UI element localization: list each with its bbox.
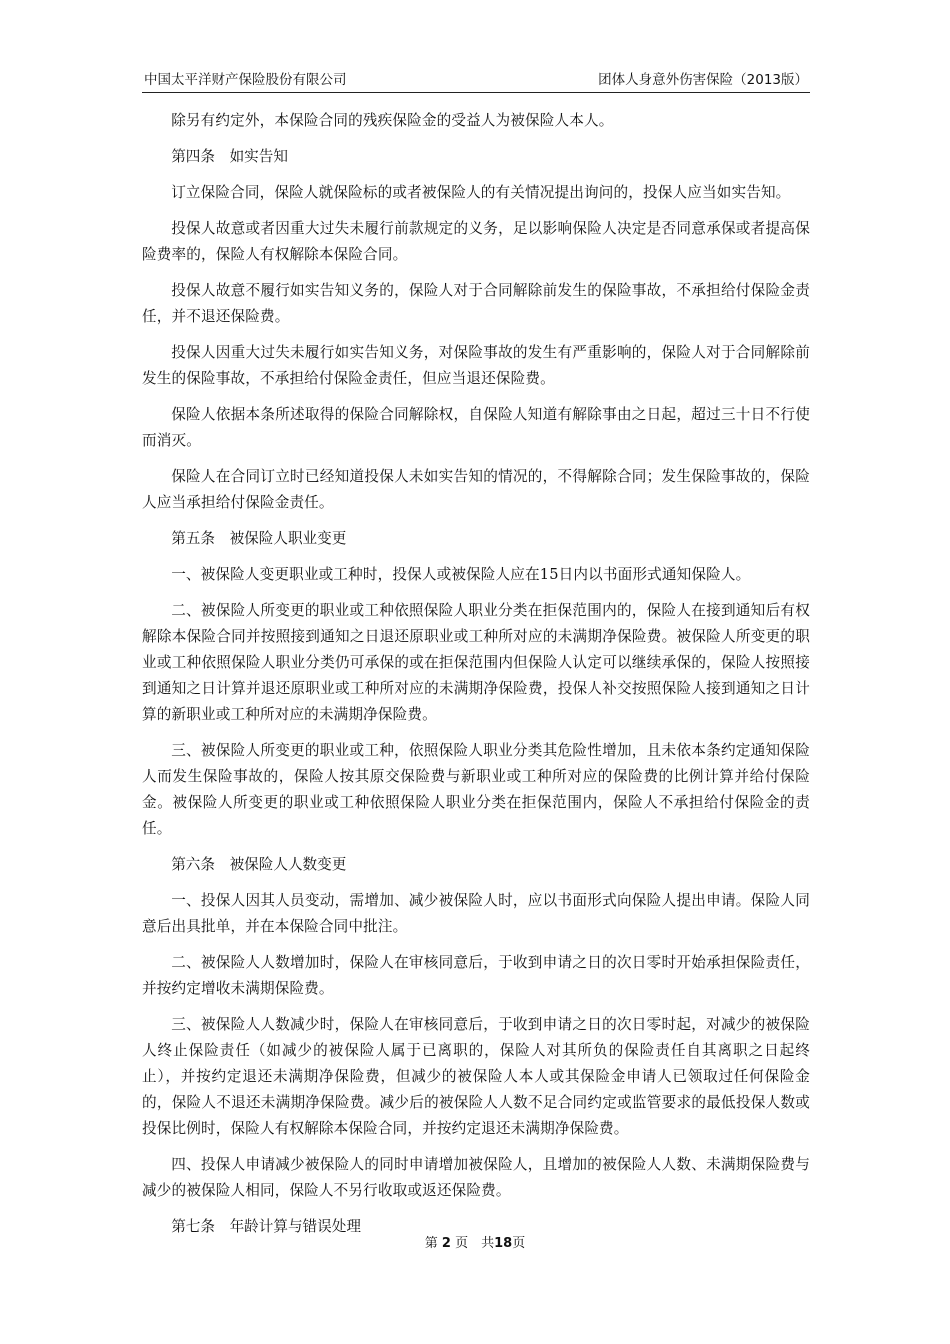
paragraph: 订立保险合同，保险人就保险标的或者被保险人的有关情况提出询问的，投保人应当如实告知。 <box>171 184 791 201</box>
paragraph: 二、被保险人人数增加时，保险人在审核同意后，于收到申请之日的次日零时开始承担保险责任，并按约定增收未满期保险费。 <box>142 954 810 997</box>
page-label-suffix: 页 <box>512 1236 526 1251</box>
page-total: 18 <box>494 1236 513 1251</box>
paragraph: 一、被保险人变更职业或工种时，投保人或被保险人应在15日内以书面形式通知保险人。 <box>171 566 751 583</box>
paragraph: 三、被保险人所变更的职业或工种，依照保险人职业分类其危险性增加，且未依本条约定通知保险人而发生保险事故的，保险人按其原交保险费与新职业或工种所对应的保险费的比例计算并给付保险金。被保险人所变更的职业或工种依照保险人职业分类在拒保范围内，保险人不承担给付保险金的责任。 <box>142 742 810 837</box>
page-header <box>142 72 810 93</box>
paragraph: 一、投保人因其人员变动，需增加、减少被保险人时，应以书面形式向保险人提出申请。保险人同意后出具批单，并在本保险合同中批注。 <box>142 892 810 935</box>
paragraph: 三、被保险人人数减少时，保险人在审核同意后，于收到申请之日的次日零时起，对减少的被保险人终止保险责任（如减少的被保险人属于已离职的，保险人对其所负的保险责任自其离职之日起终止），并按约定退还未满期净保险费，但减少的被保险人本人或其保险金申请人已领取过任何保险金的，保险人不退还未满期净保险费。减少后的被保险人人数不足合同约定或监管要求的最低投保人数或投保比例时，保险人有权解除本保险合同，并按约定退还未满期净保险费。 <box>142 1016 810 1137</box>
paragraph: 投保人故意不履行如实告知义务的，保险人对于合同解除前发生的保险事故，不承担给付保险金责任，并不退还保险费。 <box>142 282 810 325</box>
article-heading: 第四条 如实告知 <box>171 148 288 165</box>
paragraph: 四、投保人申请减少被保险人的同时申请增加被保险人，且增加的被保险人人数、未满期保险费与减少的被保险人相同，保险人不另行收取或返还保险费。 <box>142 1156 810 1199</box>
product-name: 团体人身意外伤害保险（2013版） <box>598 72 808 88</box>
company-name: 中国太平洋财产保险股份有限公司 <box>144 72 347 88</box>
paragraph: 除另有约定外，本保险合同的残疾保险金的受益人为被保险人本人。 <box>171 112 614 129</box>
paragraph: 二、被保险人所变更的职业或工种依照保险人职业分类在拒保范围内的，保险人在接到通知后有权解除本保险合同并按照接到通知之日退还原职业或工种所对应的未满期净保险费。被保险人所变更的职业或工种依照保险人职业分类仍可承保的或在拒保范围内但保险人认定可以继续承保的，保险人按照接到通知之日计算并退还原职业或工种所对应的未满期净保险费，投保人补交按照保险人接到通知之日计算的新职业或工种所对应的未满期净保险费。 <box>142 602 810 723</box>
page-footer <box>0 1232 950 1251</box>
page-label-middle: 页 共 <box>455 1236 495 1251</box>
article-heading: 第五条 被保险人职业变更 <box>171 530 347 547</box>
paragraph: 投保人故意或者因重大过失未履行前款规定的义务，足以影响保险人决定是否同意承保或者提高保险费率的，保险人有权解除本保险合同。 <box>142 220 810 263</box>
article-heading: 第六条 被保险人人数变更 <box>171 856 347 873</box>
paragraph: 保险人在合同订立时已经知道投保人未如实告知的情况的，不得解除合同；发生保险事故的，保险人应当承担给付保险金责任。 <box>142 468 810 511</box>
paragraph: 保险人依据本条所述取得的保险合同解除权，自保险人知道有解除事由之日起，超过三十日不行使而消灭。 <box>142 406 810 449</box>
page-number: 2 <box>441 1236 451 1251</box>
page-label-prefix: 第 <box>424 1236 438 1251</box>
article-heading: 第七条 年龄计算与错误处理 <box>171 1218 361 1235</box>
paragraph: 投保人因重大过失未履行如实告知义务，对保险事故的发生有严重影响的，保险人对于合同解除前发生的保险事故，不承担给付保险金责任，但应当退还保险费。 <box>142 344 810 387</box>
document-body <box>142 108 810 1250</box>
